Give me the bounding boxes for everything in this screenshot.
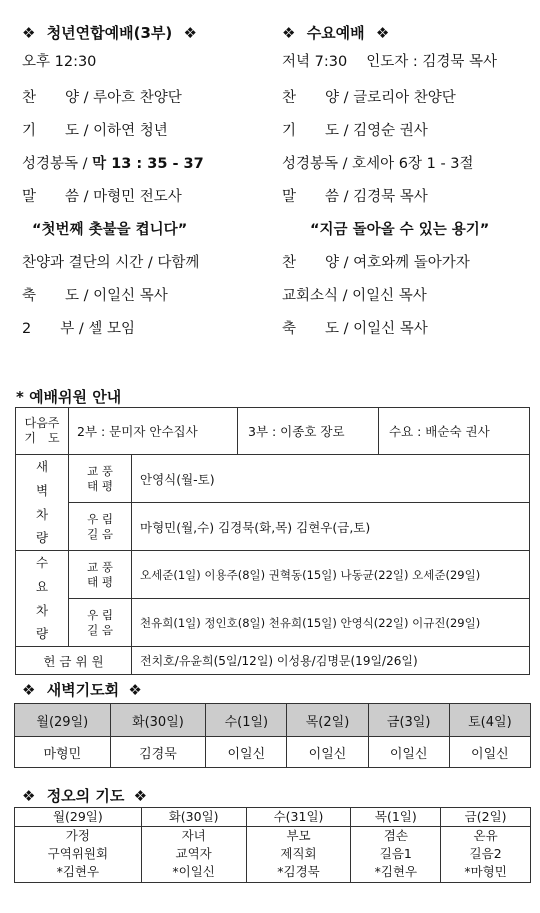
right-row: 찬 양 / 여호와께 돌아가자 xyxy=(282,255,470,271)
topic-cell: 부모 제직회 *김경묵 xyxy=(246,827,351,882)
committee-table xyxy=(15,407,530,675)
offering-label: 헌 금 위 원 xyxy=(16,647,132,675)
prayer-2: 2부 : 문미자 안수집사 xyxy=(69,408,238,454)
leader-cell: 이일신 xyxy=(368,737,449,768)
right-title-row xyxy=(282,22,389,43)
right-sermon-title: “지금 돌아올 수 있는 용기” xyxy=(310,222,490,238)
woori-label: 우 림 길 음 xyxy=(69,599,132,647)
diamond-icon: ❖ xyxy=(22,787,36,805)
day-header: 토(4일) xyxy=(449,704,530,737)
diamond-icon: ❖ xyxy=(183,24,197,42)
diamond-icon: ❖ xyxy=(375,24,390,42)
right-row: 교회소식 / 이일신 목사 xyxy=(282,288,427,304)
committee-title: * 예배위원 안내 xyxy=(16,388,122,406)
diamond-icon: ❖ xyxy=(282,24,296,42)
right-row: 성경봉독 / 호세아 6장 1 - 3절 xyxy=(282,156,474,172)
left-row: 2 부 / 셀 모임 xyxy=(22,321,135,337)
right-time: 저녁 7:30 인도자 : 김경묵 목사 xyxy=(282,54,498,70)
day-header: 화(30일) xyxy=(141,808,246,827)
wed-woori-drivers: 천유희(1일) 정인호(8일) 천유희(15일) 안영식(22일) 이규진(29일) xyxy=(132,599,530,647)
right-row: 축 도 / 이일신 목사 xyxy=(282,321,428,337)
right-service xyxy=(282,0,532,350)
left-title: 청년연합예배(3부) xyxy=(46,24,173,42)
day-header: 수(1일) xyxy=(206,704,287,737)
prayer-3: 3부 : 이종호 장로 xyxy=(238,408,379,454)
leader-cell: 이일신 xyxy=(449,737,530,768)
prayer-row xyxy=(69,408,530,455)
woori-label: 우 림 길 음 xyxy=(69,503,132,551)
topic-cell: 겸손 길음1 *김현우 xyxy=(351,827,441,882)
leader-cell: 이일신 xyxy=(206,737,287,768)
diamond-icon: ❖ xyxy=(22,24,36,42)
day-header: 월(29일) xyxy=(15,704,111,737)
left-row: 말 씀 / 마형민 전도사 xyxy=(22,189,182,205)
right-title: 수요예배 xyxy=(306,24,365,42)
day-header: 금(3일) xyxy=(368,704,449,737)
dawn-prayer-title: 새벽기도회 xyxy=(46,681,120,699)
offering-committee: 전치호/유윤희(5일/12일) 이성용/김명문(19일/26일) xyxy=(132,647,530,675)
diamond-icon: ❖ xyxy=(22,681,36,699)
bus-label: 교 풍 태 평 xyxy=(69,455,132,503)
leader-cell: 김경묵 xyxy=(110,737,206,768)
topic-cell: 자녀 교역자 *이일신 xyxy=(141,827,246,882)
topic-cell: 온유 길음2 *마형민 xyxy=(441,827,531,882)
left-row: 축 도 / 이일신 목사 xyxy=(22,288,168,304)
day-header: 월(29일) xyxy=(15,808,142,827)
noon-prayer-title: 정오의 기도 xyxy=(46,787,125,805)
leader-cell: 마형민 xyxy=(15,737,111,768)
left-service xyxy=(22,0,272,350)
left-title-row xyxy=(22,22,197,43)
right-row: 찬 양 / 글로리아 찬양단 xyxy=(282,90,456,106)
left-row: 찬 양 / 루아흐 찬양단 xyxy=(22,90,182,106)
day-header: 금(2일) xyxy=(441,808,531,827)
day-header: 목(2일) xyxy=(287,704,368,737)
dawn-vehicle-label: 새 벽 차 량 xyxy=(16,455,69,551)
noon-prayer-table xyxy=(14,807,531,883)
wed-vehicle-label: 수 요 차 량 xyxy=(16,551,69,647)
dawn-prayer-title-row xyxy=(22,679,142,700)
prayer-wed: 수요 : 배순숙 권사 xyxy=(389,424,490,439)
right-row: 기 도 / 김영순 권사 xyxy=(282,123,428,139)
diamond-icon: ❖ xyxy=(133,787,148,805)
left-row: 찬양과 결단의 시간 / 다함께 xyxy=(22,255,200,271)
day-header: 화(30일) xyxy=(110,704,206,737)
bus-label: 교 풍 태 평 xyxy=(69,551,132,599)
left-row: 기 도 / 이하연 청년 xyxy=(22,123,168,139)
leader-cell: 이일신 xyxy=(287,737,368,768)
diamond-icon: ❖ xyxy=(128,681,142,699)
noon-prayer-title-row xyxy=(22,785,147,806)
topic-cell: 가정 구역위원회 *김현우 xyxy=(15,827,142,882)
day-header: 목(1일) xyxy=(351,808,441,827)
left-row: 성경봉독 / 막 13 : 35 - 37 xyxy=(22,156,204,172)
left-time: 오후 12:30 xyxy=(22,54,97,70)
dawn-woori-drivers: 마형민(월,수) 김경묵(화,목) 김현우(금,토) xyxy=(132,503,530,551)
dawn-bus-drivers: 안영식(월-토) xyxy=(132,455,530,503)
prayer-label: 다음주 기 도 xyxy=(16,408,69,455)
wed-bus-drivers: 오세준(1일) 이용주(8일) 권혁동(15일) 나동균(22일) 오세준(29일) xyxy=(132,551,530,599)
dawn-prayer-table xyxy=(14,703,531,768)
left-sermon-title: “첫번째 촛불을 켭니다” xyxy=(32,222,188,238)
day-header: 수(31일) xyxy=(246,808,351,827)
right-row: 말 씀 / 김경묵 목사 xyxy=(282,189,428,205)
